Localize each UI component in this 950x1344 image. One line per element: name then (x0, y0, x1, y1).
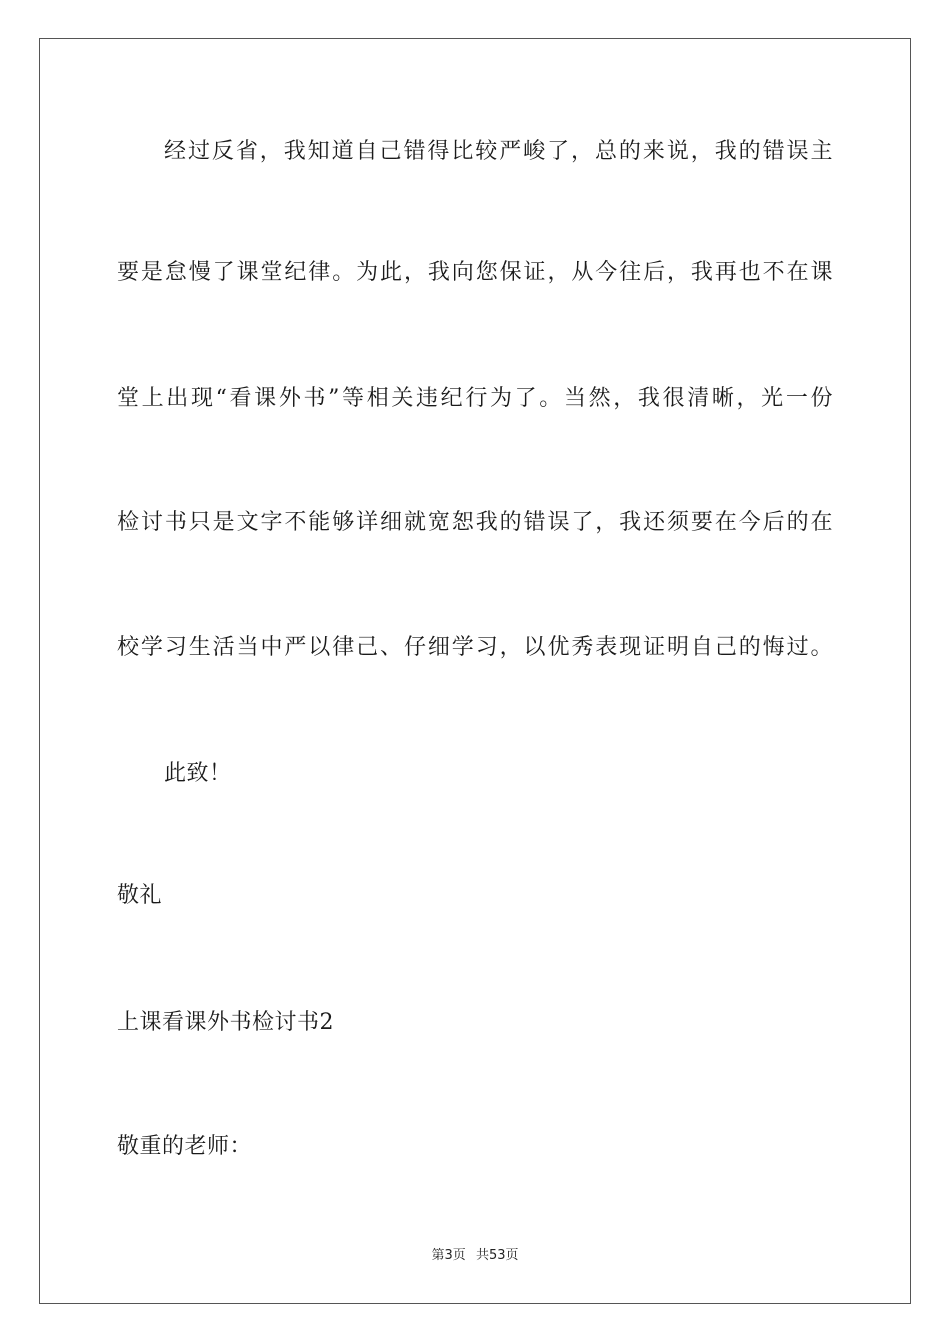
paragraph-line-4: 检讨书只是文字不能够详细就宽恕我的错误了，我还须要在今后的在 (117, 510, 833, 535)
page-total: 共53页 (475, 1248, 519, 1263)
paragraph-line-5: 校学习生活当中严以律己、仔细学习，以优秀表现证明自己的悔过。 (117, 635, 833, 660)
paragraph-line-2: 要是怠慢了课堂纪律。为此，我向您保证，从今往后，我再也不在课 (117, 260, 833, 285)
section-title: 上课看课外书检讨书2 (117, 1010, 334, 1035)
closing-text: 此致！ (164, 761, 232, 786)
greeting-text: 敬重的老师： (117, 1134, 253, 1159)
page-footer (0, 1247, 950, 1265)
page-number: 第3页 (431, 1248, 466, 1263)
salute-text: 敬礼 (117, 883, 163, 908)
paragraph-line-3: 堂上出现“看课外书”等相关违纪行为了。当然，我很清晰，光一份 (117, 386, 833, 411)
page-border (39, 38, 911, 1304)
paragraph-line-1: 经过反省，我知道自己错得比较严峻了，总的来说，我的错误主 (164, 139, 833, 164)
